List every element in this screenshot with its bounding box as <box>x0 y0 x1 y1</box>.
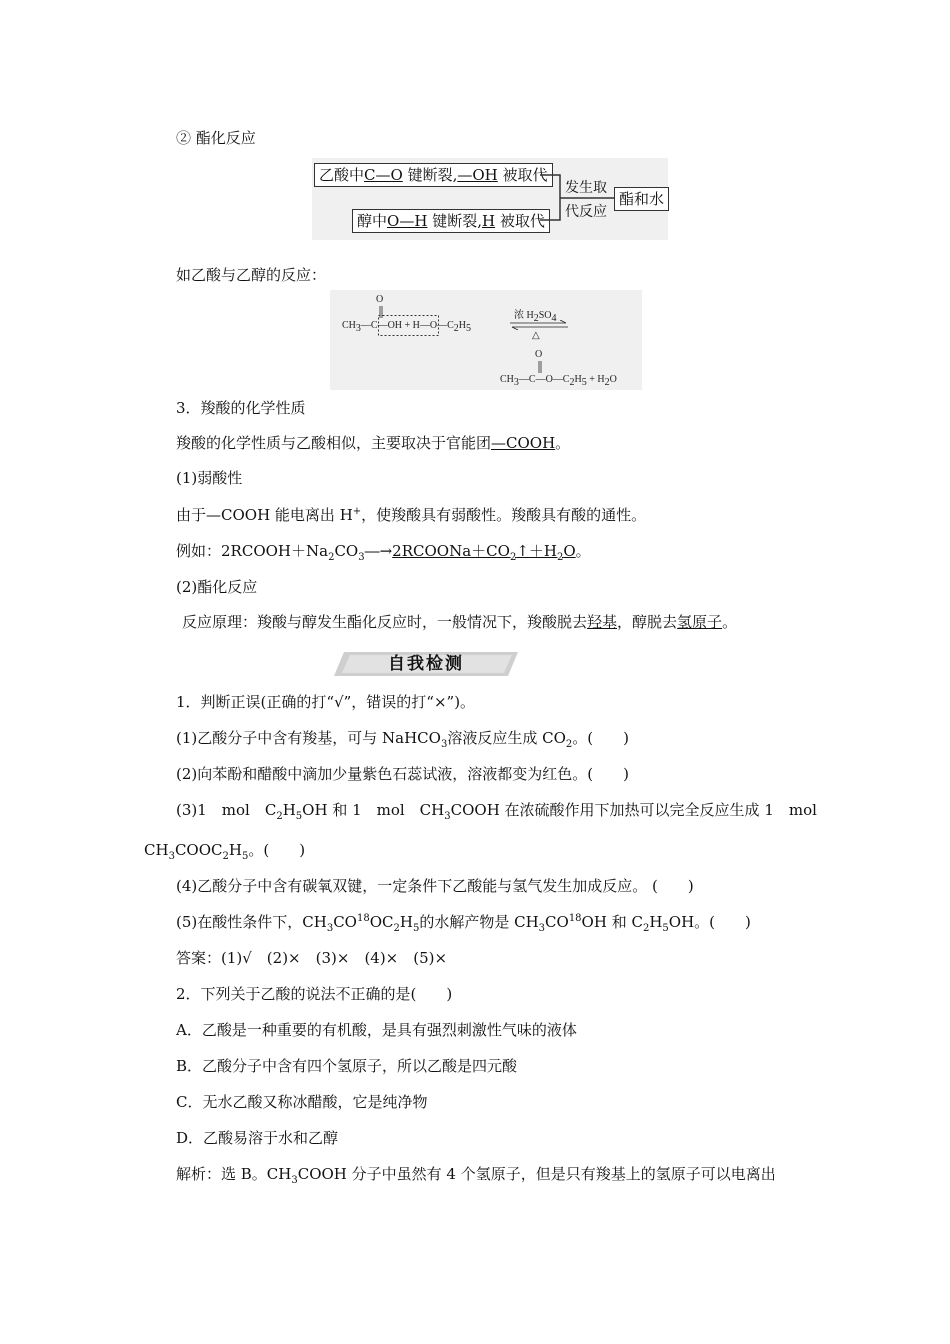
product-mid: —C—O—C <box>518 374 570 385</box>
question-1: 1．判断正误(正确的打“√”，错误的打“×”)。 <box>176 693 476 711</box>
arrow-label-1: 发生取 <box>565 180 607 196</box>
paragraph-reaction-principle: 反应原理：羧酸与醇发生酯化反应时，一般情况下，羧酸脱去羟基，醇脱去氢原子。 <box>182 613 738 631</box>
question-1-item-3: (3)1 mol $C_2H_5OH$ 和 1 mol $CH_3COOH$ 在浓硫酸作用下加热可以完全反应生成 1 mol <box>176 801 817 822</box>
question-1-item-4: (4)乙酸分子中含有碳氧双键，一定条件下乙酸能与氢气发生加成反应。 ( ) <box>176 877 694 895</box>
paragraph-properties: 羧酸的化学性质与乙酸相似，主要取决于官能团—COOH。 <box>176 434 571 452</box>
section-title-esterification: ② 酯化反应 <box>176 129 256 147</box>
question-1-item-3-cont: $CH_3COOC_2H_5$。( ) <box>144 841 306 862</box>
question-2: 2．下列关于乙酸的说法不正确的是( ) <box>176 985 453 1003</box>
question-1-item-2: (2)向苯酚和醋酸中滴加少量紫色石蕊试液，溶液都变为红色。( ) <box>176 765 629 783</box>
reactant-mid: —C—OH + H—O—C <box>360 320 454 331</box>
catalyst-so: SO <box>538 310 552 321</box>
double-bond-product <box>536 361 544 373</box>
subheading-esterification: (2)酯化反应 <box>176 578 258 596</box>
reactant-h: H <box>458 320 467 331</box>
reversible-arrow <box>510 320 568 330</box>
catalyst-label: 浓 H <box>514 310 534 321</box>
product-tail: + H <box>586 374 605 385</box>
heading-carboxylic-acid-properties: 3．羧酸的化学性质 <box>176 399 306 417</box>
diagram-box-alcohol: 醇中O—H 键断裂,H 被取代 <box>352 209 550 233</box>
heat-symbol: △ <box>532 330 540 341</box>
carbonyl-o-reactant: O <box>376 294 384 305</box>
subheading-weak-acid: (1)弱酸性 <box>176 469 243 487</box>
explanation: 解析：选 B。$CH_3COOH$ 分子中虽然有 4 个氢原子，但是只有羧基上的氢原子可以电离出 <box>176 1165 776 1186</box>
question-1-item-1: (1)乙酸分子中含有羧基，可与 NaHCO$_3$溶液反应生成 $CO_2$。( ) <box>176 729 629 750</box>
diagram-box-acid: 乙酸中C—O 键断裂,—OH 被取代 <box>314 163 553 187</box>
question-1-item-5: (5)在酸性条件下，$CH_3CO^{18}OC_2H_5$的水解产物是 $CH_3CO^{18}OH$ 和 $C_2H_5OH$。( ) <box>176 913 751 934</box>
diagram-box-result: 酯和水 <box>614 187 669 211</box>
answer-1: 答案：(1)√ (2)× (3)× (4)× (5)× <box>176 949 448 967</box>
self-check-banner <box>334 650 518 678</box>
option-b: B．乙酸分子中含有四个氢原子，所以乙酸是四元酸 <box>176 1057 518 1075</box>
option-d: D．乙酸易溶于水和乙醇 <box>176 1129 339 1147</box>
option-a: A．乙酸是一种重要的有机酸，是具有强烈刺激性气味的液体 <box>176 1021 577 1039</box>
product-water: O <box>609 374 617 385</box>
carbonyl-o-product: O <box>535 349 543 360</box>
option-c: C．无水乙酸又称冰醋酸，它是纯净物 <box>176 1093 428 1111</box>
paragraph-example: 例如：$2RCOOH+Na_2CO_3―\to 2RCOONa+CO_2↑+H_2O$。 <box>176 542 591 563</box>
paragraph-weak-acid: 由于—COOH 能电离出 H+，使羧酸具有弱酸性。羧酸具有酸的通性。 <box>176 506 647 524</box>
product-ch: CH <box>500 374 514 385</box>
arrow-label-2: 代反应 <box>565 204 607 220</box>
example-intro: 如乙酸与乙醇的反应： <box>176 266 327 284</box>
banner-title: 自我检测 <box>388 654 464 674</box>
reactant-ch: CH <box>342 320 356 331</box>
product-h: H <box>574 374 582 385</box>
